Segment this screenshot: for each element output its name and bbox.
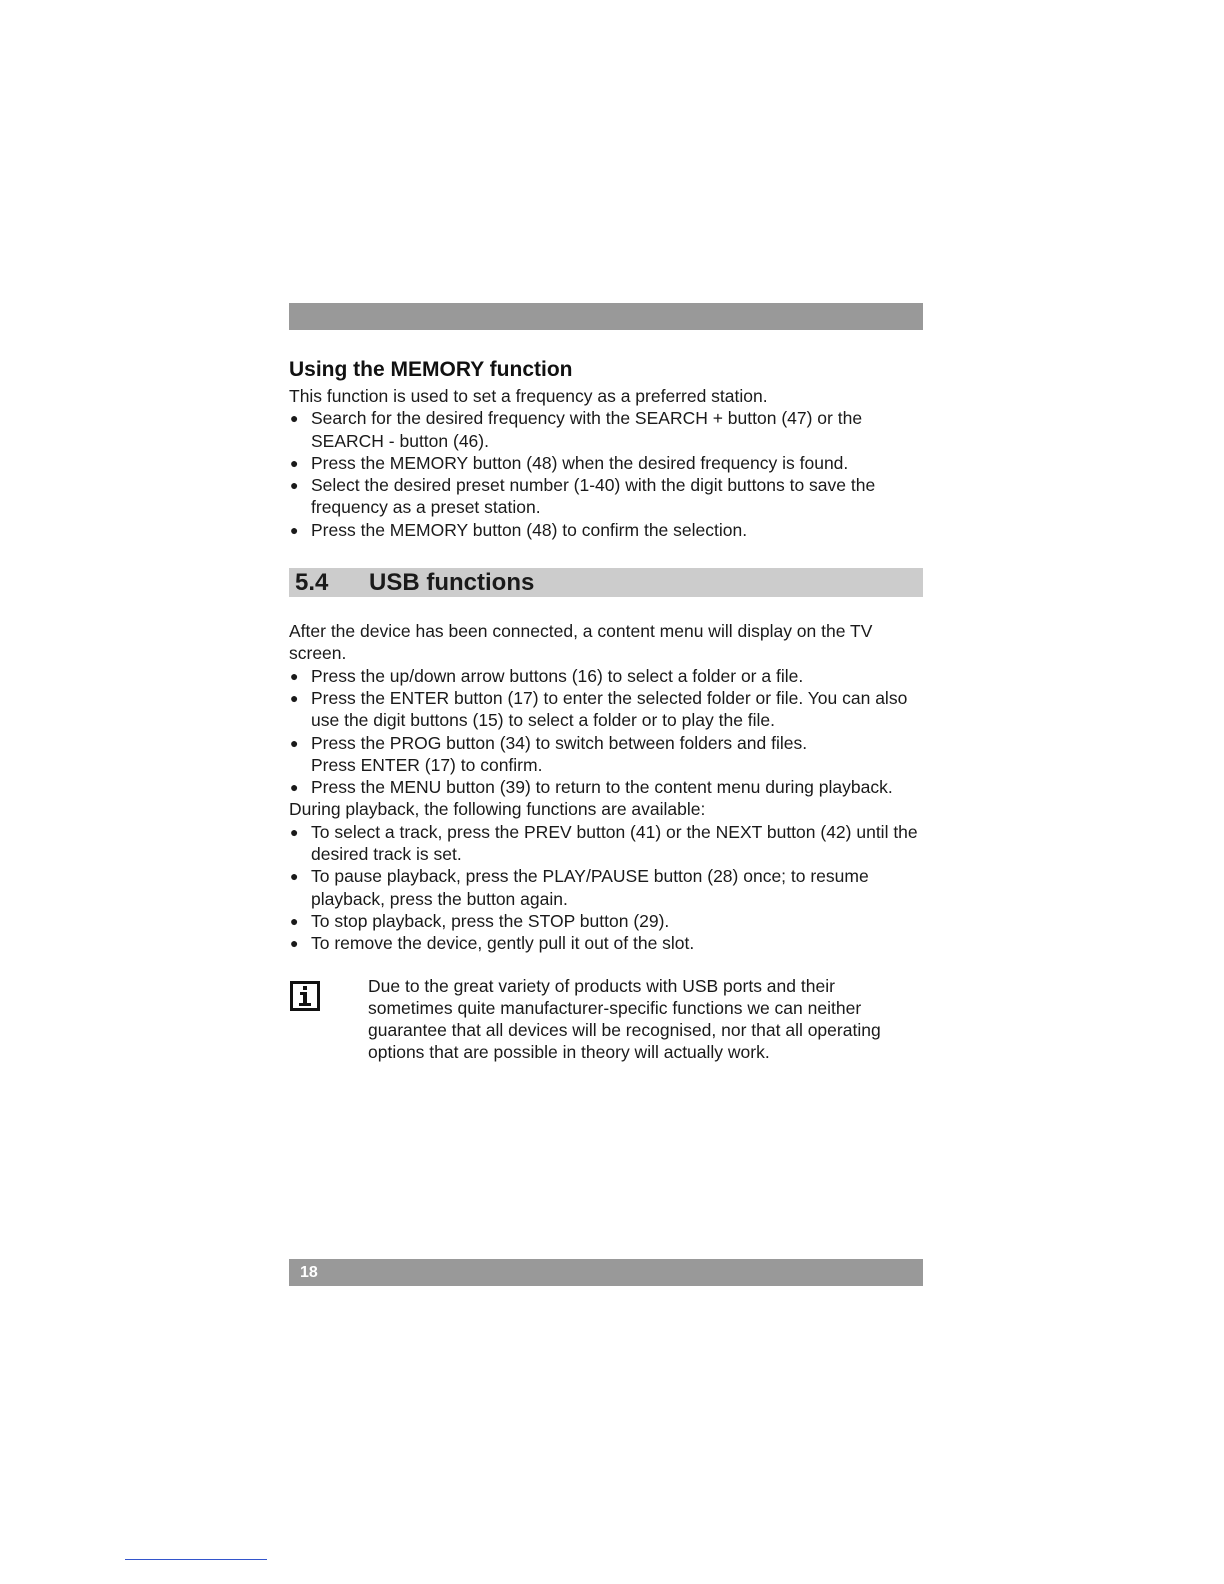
bullet-icon: ●	[290, 410, 299, 427]
bullet-icon: ●	[290, 779, 299, 796]
list-item: ● Search for the desired frequency with the SEARCH + button (47) or the SEARCH - button (46).	[290, 408, 863, 451]
header-bar	[289, 303, 923, 330]
bullet-icon: ●	[290, 868, 299, 885]
bullet-icon: ●	[290, 734, 299, 751]
list-item: ● Press the PROG button (34) to switch between folders and files. Press ENTER (17) to confirm.	[290, 732, 808, 775]
memory-steps	[289, 407, 923, 541]
section-title: USB functions	[369, 568, 535, 596]
list-item: ● Press the up/down arrow buttons (16) to select a folder or a file.	[290, 665, 804, 686]
list-item: ● To stop playback, press the STOP button (29).	[290, 910, 670, 931]
memory-intro: This function is used to set a frequency as a preferred station.	[289, 386, 768, 406]
list-item: ● Press the MENU button (39) to return to the content menu during playback.	[290, 777, 893, 798]
info-glyph-icon	[295, 985, 315, 1007]
section-number: 5.4	[295, 568, 329, 596]
list-item: ● Press the ENTER button (17) to enter the selected folder or file. You can also use the digit buttons (15) to select a folder or to play the file.	[290, 687, 908, 731]
playback-intro: During playback, the following functions are available:	[289, 799, 706, 820]
bullet-icon: ●	[290, 521, 299, 538]
bullet-icon: ●	[290, 935, 299, 952]
bullet-icon: ●	[290, 689, 299, 706]
info-icon	[290, 981, 320, 1011]
bullet-icon: ●	[290, 912, 299, 929]
note-text: Due to the great variety of products with USB ports and their sometimes quite manufacturer-specific functions we can neither guarantee that all devices will be recognised, nor that all operating options that are possible in theory will actually work.	[368, 975, 881, 1063]
list-item: ● Press the MEMORY button (48) when the desired frequency is found.	[290, 452, 849, 473]
list-item: ● Select the desired preset number (1-40) with the digit buttons to save the frequency as a preset station.	[290, 475, 876, 518]
playback-steps	[289, 821, 923, 955]
memory-heading: Using the MEMORY function	[289, 358, 573, 381]
bullet-icon: ●	[290, 454, 299, 471]
section-heading-bar	[289, 568, 923, 597]
usb-intro: After the device has been connected, a content menu will display on the TV screen.	[289, 621, 873, 664]
bullet-icon: ●	[290, 477, 299, 494]
edge-line	[125, 1559, 267, 1560]
footer-bar	[289, 1259, 923, 1286]
list-item: ● Press the MEMORY button (48) to confirm the selection.	[290, 519, 748, 540]
page-content	[289, 355, 923, 1064]
list-item: ● To pause playback, press the PLAY/PAUSE button (28) once; to resume playback, press the button again.	[290, 866, 869, 909]
info-note	[289, 975, 923, 1064]
bullet-icon: ●	[290, 823, 299, 840]
bullet-icon: ●	[290, 667, 299, 684]
list-item: ● To select a track, press the PREV button (41) or the NEXT button (42) until the desired track is set.	[290, 821, 918, 865]
usb-steps	[289, 665, 923, 799]
list-item: ● To remove the device, gently pull it out of the slot.	[290, 933, 695, 954]
page-number: 18	[300, 1263, 318, 1281]
